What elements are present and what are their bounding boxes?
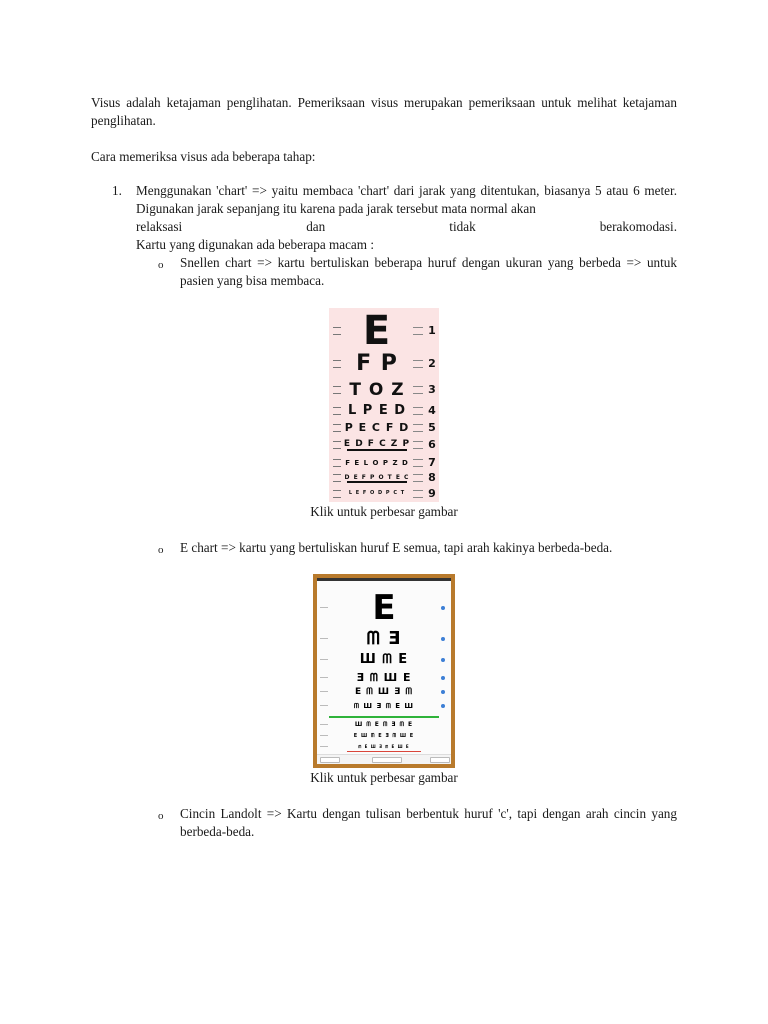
snellen-row-letters: E D F C Z P: [343, 439, 411, 449]
e-chart-acuity-mark: [320, 677, 328, 678]
snellen-row-number: 3: [428, 383, 436, 396]
e-chart-row-letters: Ш ᗰ E: [359, 652, 409, 667]
e-chart-acuity-mark: [320, 659, 328, 660]
snellen-row-acuity: [333, 441, 341, 449]
snellen-row: [329, 487, 439, 500]
e-chart-acuity-mark: [320, 638, 328, 639]
e-chart-acuity-mark: [320, 724, 328, 725]
snellen-row-letters: D E F P O T E C: [344, 474, 410, 481]
snellen-row-number: 2: [428, 357, 436, 370]
snellen-row-acuity: [333, 386, 341, 394]
snellen-row-acuity: [333, 474, 341, 482]
snellen-row-distance: [413, 441, 423, 449]
toolbar-button-right: [430, 757, 450, 763]
snellen-row-distance: [413, 386, 423, 394]
e-chart-acuity-mark: [320, 691, 328, 692]
e-chart-row-letters: Ш ᗰ E ᗰ Ǝ ᗰ E: [354, 721, 414, 728]
list-number: 1.: [112, 183, 122, 198]
tablet-status-bar: [317, 578, 451, 581]
list-item-text-1: Menggunakan 'chart' => yaitu membaca 'chart' dari jarak yang ditentukan, biasanya 5 atau 6 meter. Digunakan jarak sepanjang itu karena pada jarak tersebut mata normal akan: [136, 183, 677, 216]
e-chart-row: [317, 628, 451, 650]
snellen-green-line: [347, 481, 407, 483]
snellen-row: [329, 380, 439, 400]
snellen-row-distance: [413, 459, 423, 467]
e-chart-caption-link[interactable]: Klik untuk perbesar gambar: [310, 770, 458, 785]
landolt-description: Cincin Landolt => Kartu dengan tulisan berbentuk huruf 'c', tapi dengan arah cincin yang berbeda-beda.: [180, 806, 677, 839]
snellen-row-number: 5: [428, 421, 436, 434]
e-chart-description: E chart => kartu yang bertuliskan huruf E semua, tapi arah kakinya berbeda-beda.: [180, 540, 613, 555]
snellen-row-number: 7: [428, 456, 436, 469]
snellen-row: [329, 402, 439, 420]
snellen-row: [329, 420, 439, 436]
snellen-row-acuity: [333, 459, 341, 467]
snellen-row-letters: F E L O P Z D: [345, 459, 409, 467]
snellen-row-distance: [413, 424, 423, 432]
e-chart-red-line: [347, 751, 421, 752]
e-chart-indicator-icon: [441, 690, 445, 694]
e-chart-acuity-mark: [320, 705, 328, 706]
e-chart-row: [317, 743, 451, 751]
snellen-row: [329, 352, 439, 376]
snellen-row-letters: F P: [356, 351, 398, 376]
snellen-row-number: 8: [428, 471, 436, 484]
snellen-row-number: 4: [428, 404, 436, 417]
e-chart-row: [317, 652, 451, 668]
e-chart-row: [317, 701, 451, 711]
snellen-description: Snellen chart => kartu bertuliskan beberapa huruf dengan ukuran yang berbeda => untuk pasien yang bisa membaca.: [180, 255, 677, 288]
toolbar-button-left: [320, 757, 340, 763]
tablet-toolbar: [317, 754, 451, 764]
e-chart-row-letters: E ᗰ Ш Ǝ ᗰ: [355, 687, 413, 697]
e-chart-row: [317, 590, 451, 626]
e-chart-row: [317, 686, 451, 698]
e-chart-row-letters: E: [372, 588, 396, 628]
method-heading: Cara memeriksa visus ada beberapa tahap:: [91, 149, 316, 164]
snellen-row-acuity: [333, 407, 341, 415]
snellen-caption-link[interactable]: Klik untuk perbesar gambar: [310, 504, 458, 519]
e-chart-row-letters: ᗰ E Ш Ǝ ᗰ E Ш E: [358, 744, 410, 749]
snellen-row-distance: [413, 360, 423, 368]
snellen-row-number: 6: [428, 438, 436, 451]
e-chart-row-letters: E Ш ᗰ E Ǝ ᗰ Ш E: [353, 733, 415, 739]
bullet-snellen: o: [158, 259, 164, 271]
toolbar-button-center: [372, 757, 402, 763]
bullet-e-chart: o: [158, 544, 164, 556]
snellen-row-letters: E: [362, 308, 392, 354]
list-item-text-3: Kartu yang digunakan ada beberapa macam :: [136, 237, 374, 252]
e-chart-indicator-icon: [441, 658, 445, 662]
snellen-row-distance: [413, 490, 423, 498]
snellen-row-letters: L E F O D P C T: [348, 490, 406, 496]
snellen-row: [329, 308, 439, 354]
e-chart-row: [317, 732, 451, 740]
snellen-row-number: 1: [428, 324, 436, 337]
snellen-row-number: 9: [428, 487, 436, 500]
e-chart-row-letters: Ǝ ᗰ Ш E: [356, 671, 412, 684]
snellen-row: [329, 456, 439, 470]
e-chart-acuity-mark: [320, 607, 328, 608]
e-chart-row: [317, 720, 451, 729]
snellen-row-acuity: [333, 490, 341, 498]
intro-paragraph: Visus adalah ketajaman penglihatan. Pemeriksaan visus merupakan pemeriksaan untuk melihat ketajaman penglihatan.: [91, 95, 677, 128]
snellen-row-acuity: [333, 360, 341, 368]
e-chart-indicator-icon: [441, 637, 445, 641]
list-item-text-2: relaksasi dan tidak berakomodasi.: [136, 219, 677, 234]
e-chart-indicator-icon: [441, 606, 445, 610]
snellen-row-distance: [413, 407, 423, 415]
e-chart-screen: [317, 578, 451, 764]
e-chart-green-line: [329, 716, 439, 718]
e-chart-image[interactable]: [313, 574, 455, 768]
e-chart-row-letters: ᗰ Ш Ǝ ᗰ E Ш: [353, 702, 415, 710]
e-chart-row-letters: ᗰ Ǝ: [366, 628, 402, 649]
snellen-row-letters: P E C F D: [344, 421, 410, 434]
e-chart-row: [317, 671, 451, 684]
snellen-row-letters: L P E D: [347, 403, 407, 418]
snellen-row-letters: T O Z: [349, 380, 405, 400]
snellen-chart-image[interactable]: [329, 308, 439, 502]
snellen-row-distance: [413, 474, 423, 482]
e-chart-indicator-icon: [441, 676, 445, 680]
bullet-landolt: o: [158, 810, 164, 822]
e-chart-acuity-mark: [320, 735, 328, 736]
snellen-red-line: [347, 449, 407, 451]
e-chart-acuity-mark: [320, 746, 328, 747]
snellen-row-acuity: [333, 424, 341, 432]
snellen-row-acuity: [333, 327, 341, 335]
e-chart-indicator-icon: [441, 704, 445, 708]
snellen-row-distance: [413, 327, 423, 335]
